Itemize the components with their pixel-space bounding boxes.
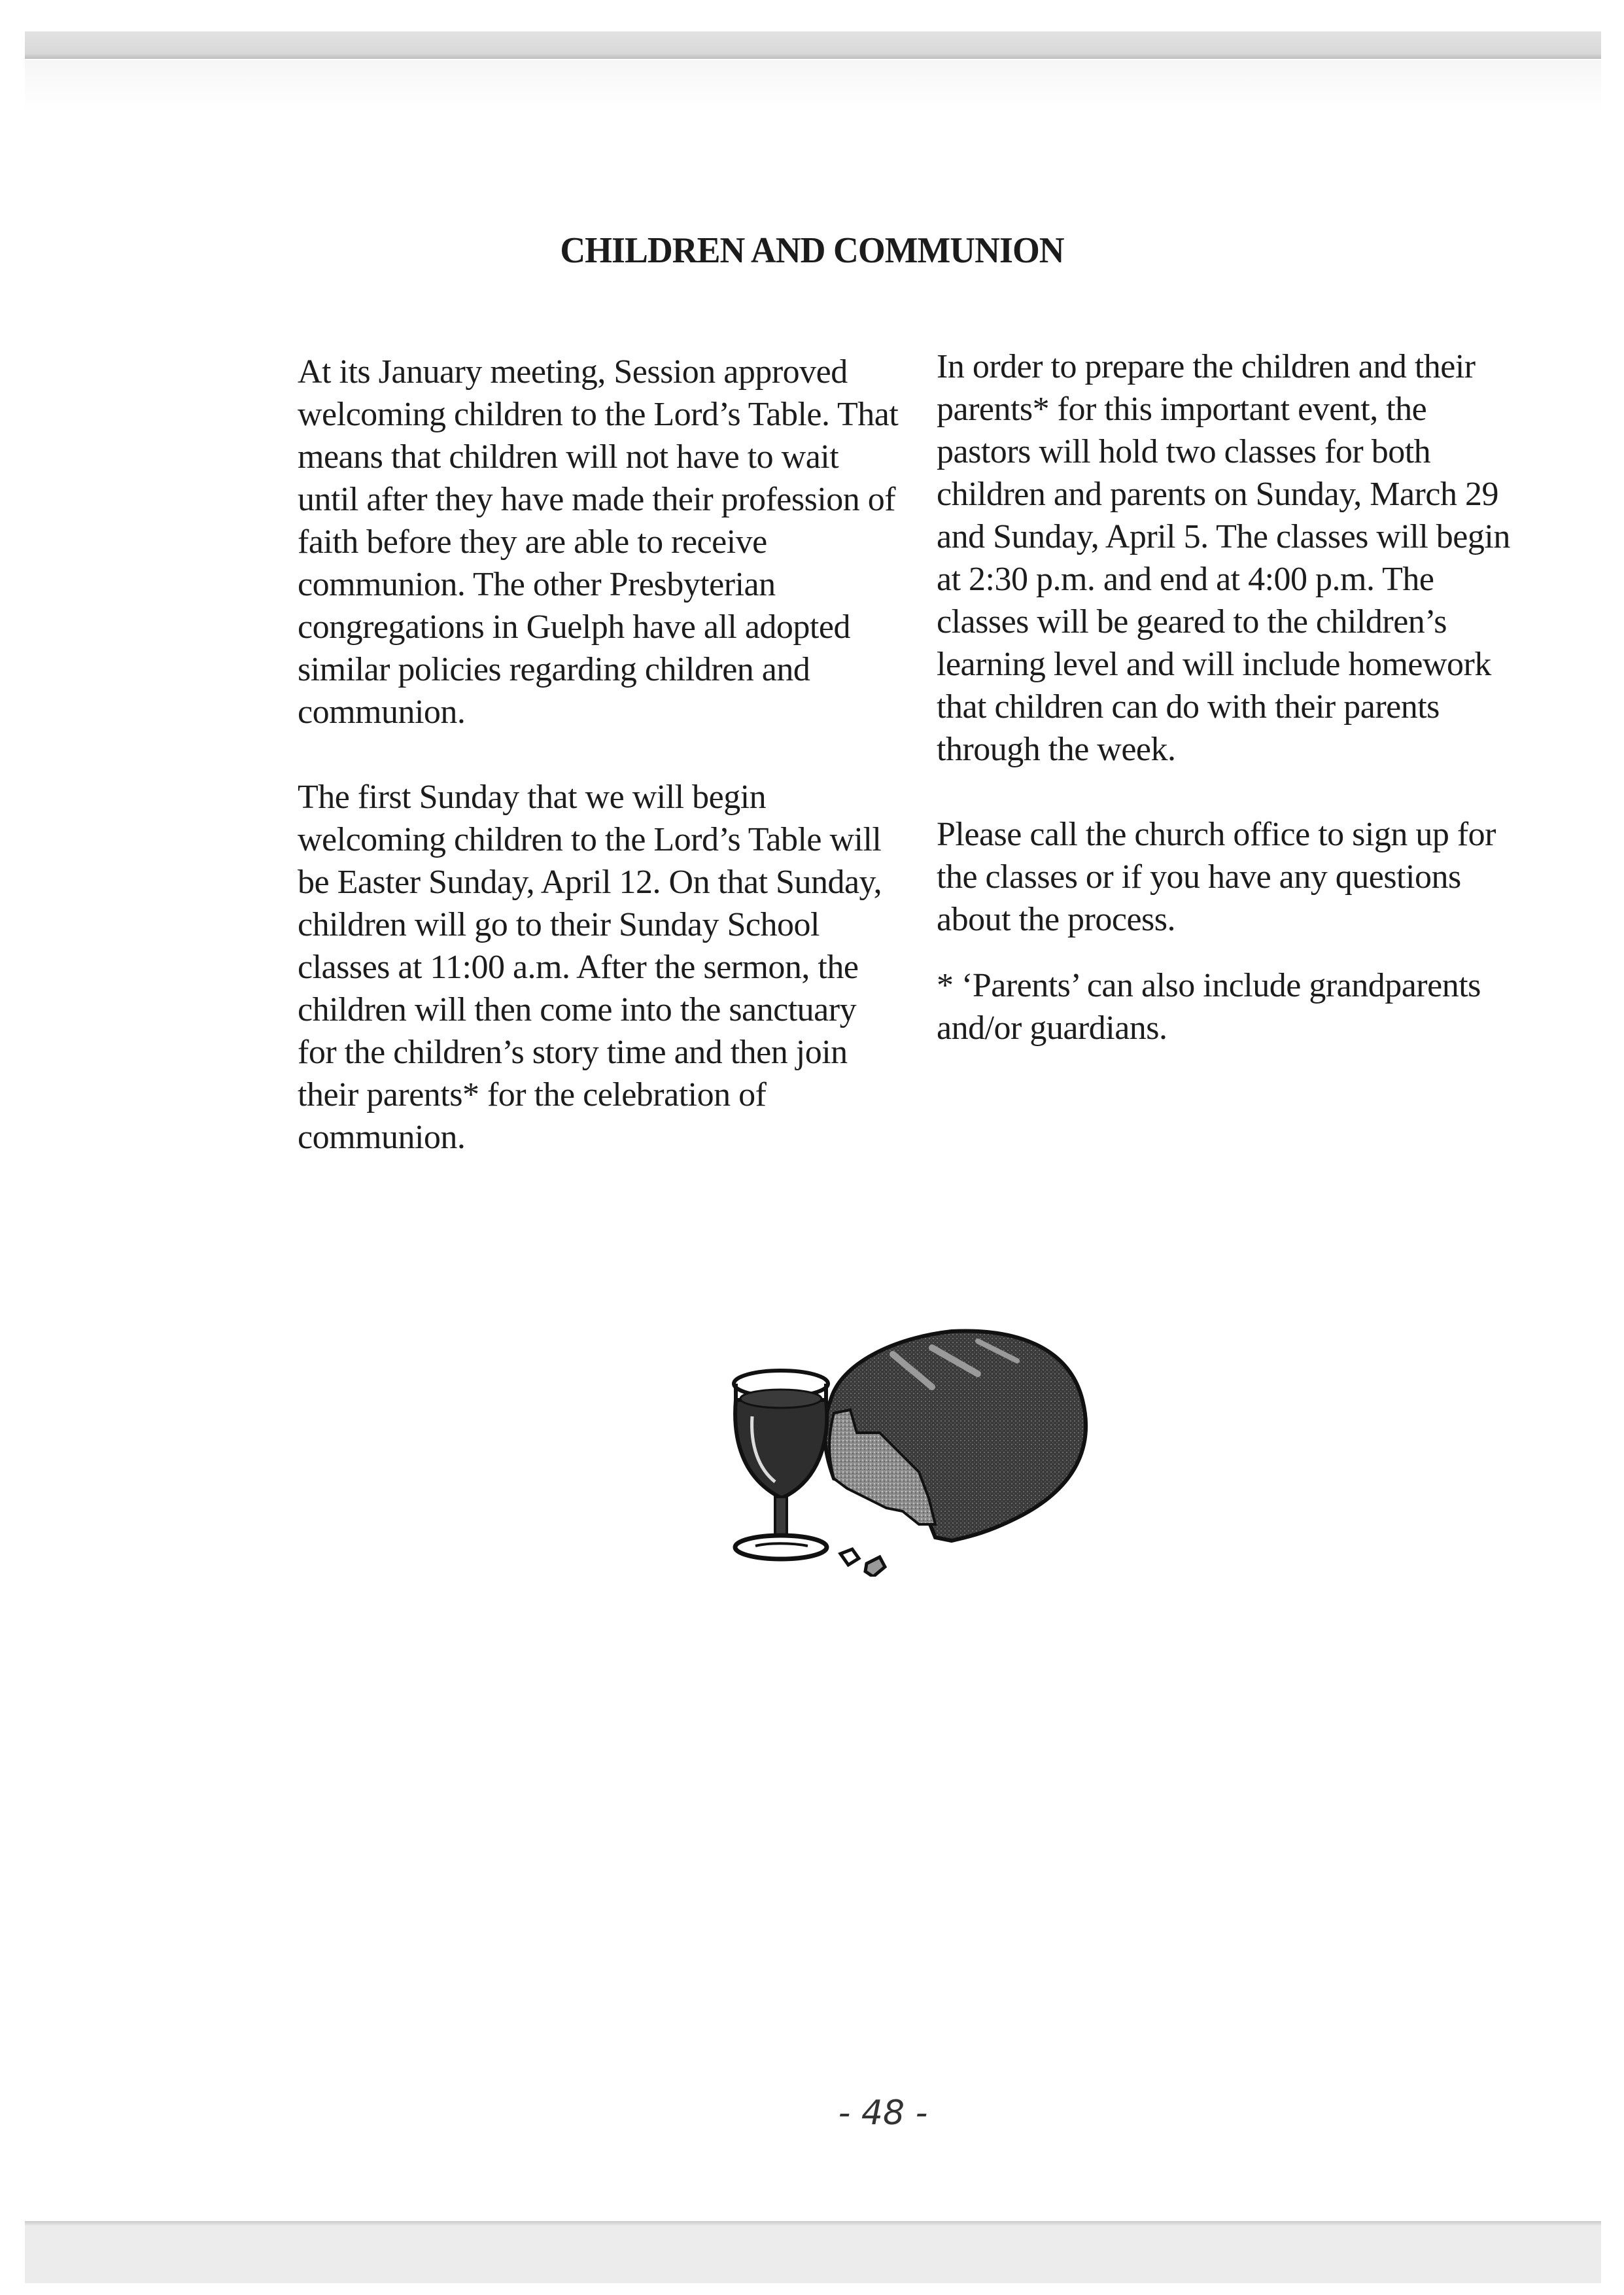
scan-border-bottom [25, 2221, 1601, 2283]
paragraph-preparation-classes: In order to prepare the children and their parents* for this important event, the pastors will hold two classes for both children and parents on Sunday, March 29 and Sunday, April 5. The classes will begin at 2:30 p.m. and end at 4:00 p.m. The classes will be geared to the children’s learning level and will include homework that children can do with their parents through the week. [937, 348, 1510, 768]
crumb [840, 1549, 859, 1565]
left-column [298, 351, 899, 1159]
paragraph-session-approval: At its January meeting, Session approved welcoming children to the Lord’s Table. That means that children will not have to wait until after they have made their profession of faith before they are able to receive communion. The other Presbyterian congregations in Guelph have all adopted similar policies regarding children and communion. [298, 353, 899, 731]
wine-glass-bowl [735, 1400, 827, 1498]
right-column [937, 345, 1512, 1049]
scan-shadow-top [25, 60, 1601, 113]
scan-border-top [25, 31, 1601, 59]
paragraph-first-sunday: The first Sunday that we will begin welcoming children to the Lord’s Table will be Easter Sunday, April 12. On that Sunday, children will go to their Sunday School classes at 11:00 a.m. After the sermon, the children will then come into the sanctuary for the children’s story time and then join their parents* for the celebration of communion. [298, 779, 882, 1156]
page-number: - 48 - [838, 2094, 928, 2133]
wine-glass-base [735, 1535, 827, 1559]
footnote-parents: * ‘Parents’ can also include grandparents and/or guardians. [937, 967, 1481, 1047]
paragraph-call-office: Please call the church office to sign up for the classes or if you have any questions about the process. [937, 816, 1496, 938]
communion-bread-and-wine-icon [677, 1302, 1096, 1577]
crumb [865, 1557, 885, 1577]
page-title: CHILDREN AND COMMUNION [560, 230, 1064, 271]
